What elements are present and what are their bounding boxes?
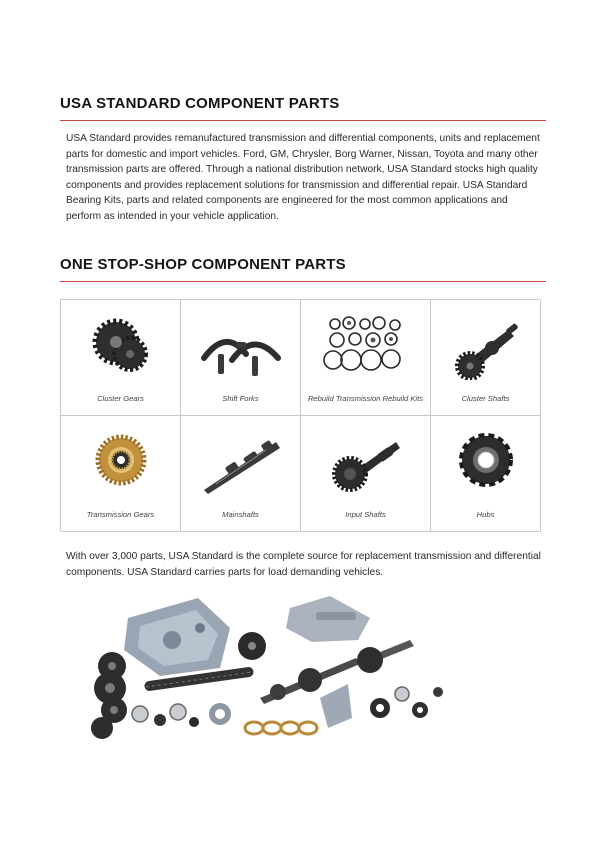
product-cell-input-shafts[interactable] bbox=[301, 416, 431, 532]
mainshaft-icon bbox=[196, 430, 286, 496]
section-title-onestop: ONE STOP-SHOP COMPONENT PARTS bbox=[60, 256, 346, 273]
title-rule bbox=[60, 120, 546, 121]
summary-paragraph: With over 3,000 parts, USA Standard is the complete source for replacement transmission and differential components. USA Standard carries parts for load demanding vehicles. bbox=[66, 551, 541, 578]
product-cell-rebuild-kits[interactable] bbox=[301, 300, 431, 416]
seal-icon bbox=[370, 687, 443, 718]
product-cell-hubs[interactable] bbox=[431, 416, 541, 532]
input-shaft-icon bbox=[326, 430, 406, 496]
product-label: Hubs bbox=[476, 510, 495, 519]
product-label: Mainshafts bbox=[222, 510, 259, 519]
product-label: Cluster Shafts bbox=[461, 394, 510, 403]
product-label: Rebuild Transmission Rebuild Kits bbox=[307, 394, 424, 403]
parts-showcase-image bbox=[80, 588, 520, 758]
bearing-row-icon bbox=[132, 703, 231, 727]
product-label: Transmission Gears bbox=[86, 510, 155, 519]
product-label: Input Shafts bbox=[345, 510, 386, 519]
cluster-shaft-icon bbox=[446, 314, 526, 380]
hub-icon bbox=[451, 430, 521, 496]
product-cell-mainshafts[interactable] bbox=[181, 416, 301, 532]
synchro-ring-icon bbox=[245, 722, 317, 734]
product-cell-shift-forks[interactable] bbox=[181, 300, 301, 416]
fork-assembly-icon bbox=[286, 596, 370, 642]
product-cell-transmission-gears[interactable] bbox=[61, 416, 181, 532]
transmission-gear-icon bbox=[86, 430, 156, 496]
product-cell-cluster-gears[interactable] bbox=[61, 300, 181, 416]
product-label: Cluster Gears bbox=[97, 394, 144, 403]
product-grid bbox=[60, 299, 540, 531]
transmission-case-icon bbox=[124, 598, 230, 676]
cluster-gear-icon bbox=[86, 314, 156, 380]
title-rule bbox=[60, 281, 546, 282]
rebuild-kit-icon bbox=[321, 314, 411, 380]
yoke-icon bbox=[320, 684, 352, 728]
product-cell-cluster-shafts[interactable] bbox=[431, 300, 541, 416]
section-title-standard: USA STANDARD COMPONENT PARTS bbox=[60, 95, 340, 112]
shift-fork-icon bbox=[196, 314, 286, 380]
intro-paragraph: USA Standard provides remanufactured transmission and differential components, units and replacement parts for domestic and import vehicles. Ford, GM, Chrysler, Borg Warner, Nissan, Toyota and many other transmission parts are offered. Through a national distribution network, USA Standard stocks high quality components and provides replacement solutions for transmission and differential repair. USA Standard Bearing Kits, parts and related components are engineered for the most common applications and perform as intended in your vehicle application. bbox=[66, 133, 540, 222]
product-label: Shift Forks bbox=[222, 394, 259, 403]
